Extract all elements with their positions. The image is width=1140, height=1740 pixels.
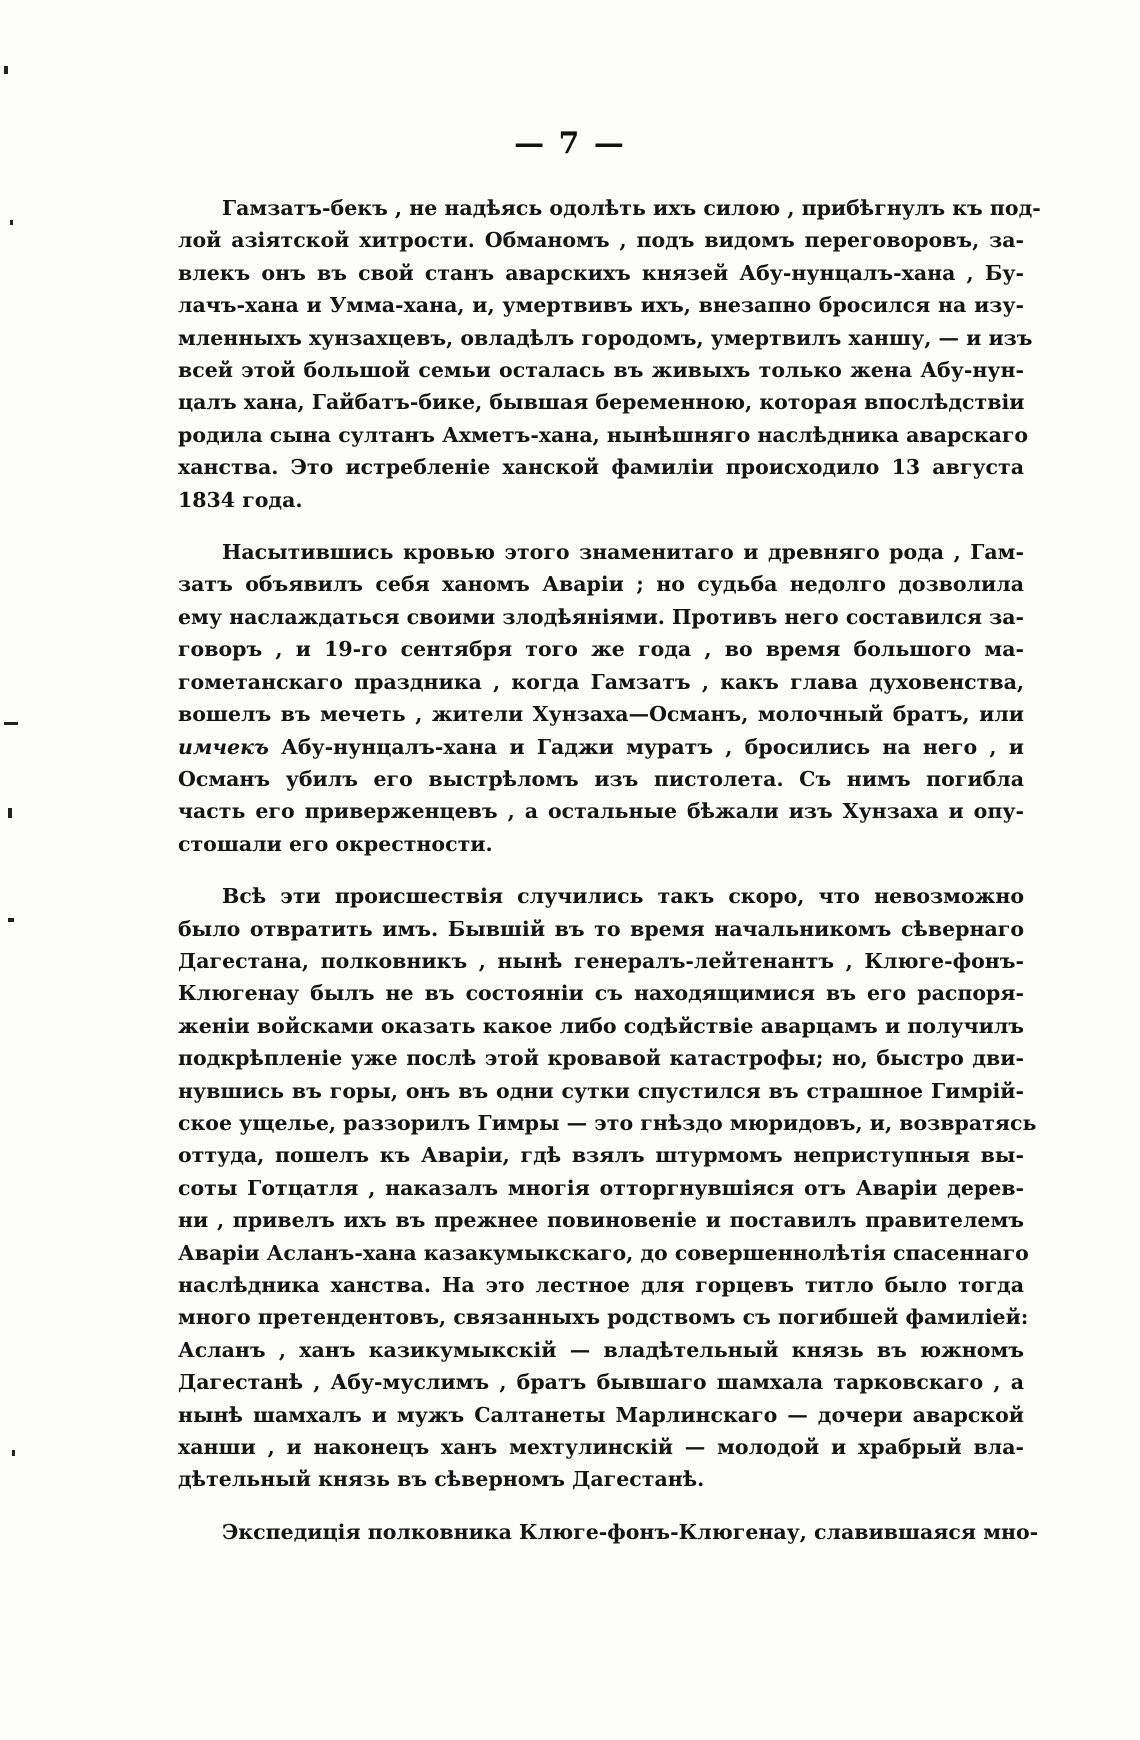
text-line: гометанскаго праздника , когда Гамзатъ , какъ глава духовенства, xyxy=(178,669,1024,694)
text-line: 1834 года. xyxy=(178,487,303,512)
scan-speck xyxy=(8,918,14,922)
italic-word: имчекъ xyxy=(178,734,269,759)
text-line: Клюгенау былъ не въ состояніи съ находящимися въ его распоря- xyxy=(178,981,1024,1006)
text-line: подкрѣпленіе уже послѣ этой кровавой катастрофы; но, быстро дви- xyxy=(178,1046,1024,1071)
text-line: Всѣ эти происшествія случились такъ скоро, что невозможно xyxy=(222,884,1024,909)
text-line: Гамзатъ-бекъ , не надѣясь одолѣть ихъ силою , прибѣгнулъ къ под- xyxy=(222,196,1041,220)
paragraph-2 xyxy=(178,536,1024,860)
text-line: мленныхъ хунзахцевъ, овладѣлъ городомъ, умертвилъ ханшу, — и изъ xyxy=(178,325,1033,350)
paragraph-gap xyxy=(178,1496,1024,1516)
text-line: стошали его окрестности. xyxy=(178,831,493,856)
text-line: родила сына султанъ Ахметъ-хана, нынѣшняго наслѣдника аварскаго xyxy=(178,422,1029,447)
text-line: ему наслаждаться своими злодѣяніями. Противъ него составился за- xyxy=(178,604,1025,629)
text-line: лой азіятской хитрости. Обманомъ , подъ видомъ переговоровъ, за- xyxy=(178,228,1024,253)
page-number: — 7 — xyxy=(514,126,626,161)
text-line: дѣтельный князь въ сѣверномъ Дагестанѣ. xyxy=(178,1467,705,1492)
text-line: говоръ , и 19-го сентября того же года , во время большого ма- xyxy=(178,637,1024,662)
text-line: Аваріи Асланъ-хана казакумыкскаго, до совершеннолѣтія спасеннаго xyxy=(178,1240,1029,1265)
text-line: Асланъ , ханъ казикумыкскій — владѣтельный князь въ южномъ xyxy=(178,1337,1024,1362)
text-line: цалъ хана, Гайбатъ-бике, бывшая беременною, которая впослѣдствіи xyxy=(178,390,1025,415)
text-line: ское ущелье, раззорилъ Гимры — это гнѣздо мюридовъ, и, возвратясь xyxy=(178,1110,1037,1135)
text-line: соты Готцатля , наказалъ многія отторгнувшіяся отъ Аваріи дерев- xyxy=(178,1175,1024,1200)
text-line: часть его приверженцевъ , а остальные бѣжали изъ Хунзаха и опу- xyxy=(178,799,1024,824)
scan-speck xyxy=(12,1450,15,1456)
text-line: нынѣ шамхалъ и мужъ Салтанеты Марлинскаго — дочери аварской xyxy=(178,1402,1024,1427)
paragraph-4 xyxy=(178,1516,1039,1548)
text-line: имчекъ Абу-нунцалъ-хана и Гаджи муратъ , бросились на него , и xyxy=(178,734,1024,759)
text-line: наслѣдника ханства. На это лестное для горцевъ титло было тогда xyxy=(178,1273,1024,1297)
text-line: лачъ-хана и Умма-хана, и, умертвивъ ихъ, внезапно бросился на изу- xyxy=(178,293,1024,318)
body-text xyxy=(178,192,1041,1548)
text-line: ханши , и наконецъ ханъ мехтулинскій — молодой и храбрый вла- xyxy=(178,1435,1024,1460)
text-line: вошелъ въ мечеть , жители Хунзаха—Османъ, молочный братъ, или xyxy=(178,702,1024,727)
text-line: всей этой большой семьи осталась въ живыхъ только жена Абу-нун- xyxy=(178,358,1024,383)
text-line: женіи войсками оказать какое либо содѣйствіе аварцамъ и получилъ xyxy=(178,1013,1024,1038)
text-line: затъ объявилъ себя ханомъ Аваріи ; но судьба недолго дозволила xyxy=(178,572,1024,597)
scan-speck xyxy=(10,220,13,225)
paragraph-1 xyxy=(178,192,1041,516)
text-line: много претендентовъ, связанныхъ родствомъ съ погибшей фамиліей: xyxy=(178,1305,1029,1330)
text-line: Экспедиція полковника Клюге-фонъ-Клюгенау, славившаяся мно- xyxy=(222,1519,1039,1544)
paragraph-3 xyxy=(178,880,1037,1496)
text-line: Османъ убилъ его выстрѣломъ изъ пистолета. Съ нимъ погибла xyxy=(178,766,1024,791)
text-line: Дагестана, полковникъ , нынѣ генералъ-лейтенантъ , Клюге-фонъ- xyxy=(178,948,1024,973)
paragraph-gap xyxy=(178,860,1024,880)
scan-speck xyxy=(8,808,12,818)
scan-speck xyxy=(4,66,8,74)
text-line: ханства. Это истребленіе ханской фамиліи происходило 13 августа xyxy=(178,455,1024,480)
text-line: влекъ онъ въ свой станъ аварскихъ князей Абу-нунцалъ-хана , Бу- xyxy=(178,260,1024,285)
text-line: Насытившись кровью этого знаменитаго и древняго рода , Гам- xyxy=(222,540,1024,565)
scan-speck xyxy=(4,722,18,725)
text-line: нувшись въ горы, онъ въ одни сутки спустился въ страшное Гимрій- xyxy=(178,1078,1024,1103)
text-line: ни , привелъ ихъ въ прежнее повиновеніе и поставилъ правителемъ xyxy=(178,1208,1024,1233)
paragraph-gap xyxy=(178,516,1024,536)
text-line: Дагестанѣ , Абу-муслимъ , братъ бывшаго шамхала тарковскаго , а xyxy=(178,1370,1024,1395)
text-line: оттуда, пошелъ къ Аваріи, гдѣ взялъ штурмомъ неприступныя вы- xyxy=(178,1143,1024,1168)
text-line: было отвратить имъ. Бывшій въ то время начальникомъ сѣвернаго xyxy=(178,916,1024,941)
